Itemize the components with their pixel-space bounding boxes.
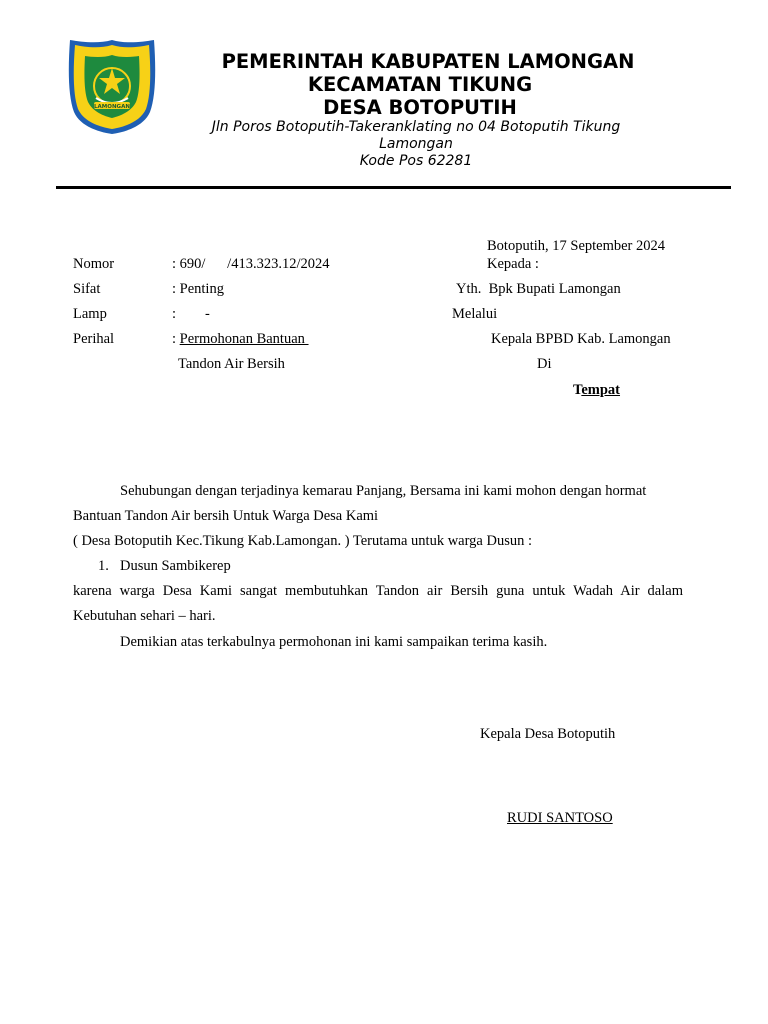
list-number: 1.: [98, 558, 109, 574]
signature-name: RUDI SANTOSO: [507, 810, 613, 826]
perihal-colon: :: [172, 331, 180, 347]
logo-text: LAMONGAN: [94, 104, 130, 110]
lamp-label: Lamp: [73, 306, 107, 322]
header-postal: Kode Pos 62281: [359, 153, 473, 169]
signature-title: Kepala Desa Botoputih: [480, 726, 616, 742]
perihal-subject-line2: Tandon Air Bersih: [178, 356, 285, 372]
recipient-melalui: Melalui: [452, 306, 498, 322]
letter-date: Botoputih, 17 September 2024: [487, 238, 666, 254]
body-p1-line1: Sehubungan dengan terjadinya kemarau Panjang, Bersama ini kami mohon dengan hormat: [120, 483, 647, 499]
regency-logo: [66, 38, 158, 136]
header-line3: DESA BOTOPUTIH: [323, 96, 517, 119]
lamongan-regency-emblem-icon: [66, 38, 158, 136]
header-line2: KECAMATAN TIKUNG: [307, 73, 533, 96]
perihal-subject: Permohonan Bantuan: [179, 331, 309, 347]
recipient-di: Di: [537, 356, 552, 372]
sifat-label: Sifat: [73, 281, 101, 297]
tempat-first: T: [573, 382, 582, 398]
kepada-label: Kepada :: [487, 256, 539, 272]
header-divider: [56, 186, 731, 189]
body-p3: Demikian atas terkabulnya permohonan ini kami sampaikan terima kasih.: [120, 634, 548, 650]
body-p1-line2: Bantuan Tandon Air bersih Untuk Warga Desa Kami: [73, 508, 379, 524]
body-p2-line2: Kebutuhan sehari – hari.: [73, 608, 216, 624]
body-p2-line1: karena warga Desa Kami sangat membutuhkan Tandon air Bersih guna untuk Wadah Air dalam: [73, 583, 683, 599]
header-address: Jln Poros Botoputih-Takeranklating no 04 Botoputih Tikung: [211, 119, 621, 135]
body-p1-line3: ( Desa Botoputih Kec.Tikung Kab.Lamongan. ) Terutama untuk warga Dusun :: [73, 533, 533, 549]
header-line1: PEMERINTAH KABUPATEN LAMONGAN: [221, 50, 635, 73]
perihal-value: [172, 330, 309, 348]
recipient-yth: Yth. Bpk Bupati Lamongan: [456, 281, 621, 297]
nomor-label: Nomor: [73, 256, 115, 272]
lamp-value: -: [205, 306, 210, 322]
sifat-value: : Penting: [172, 281, 224, 297]
recipient-kepala: Kepala BPBD Kab. Lamongan: [491, 331, 671, 347]
nomor-value: : 690/ /413.323.12/2024: [172, 256, 330, 272]
perihal-label: Perihal: [73, 331, 115, 347]
lamp-colon: :: [172, 306, 177, 322]
list-item: Dusun Sambikerep: [120, 558, 231, 574]
recipient-tempat: [573, 381, 620, 399]
header-address-city: Lamongan: [379, 136, 453, 152]
tempat-rest: empat: [581, 382, 621, 398]
